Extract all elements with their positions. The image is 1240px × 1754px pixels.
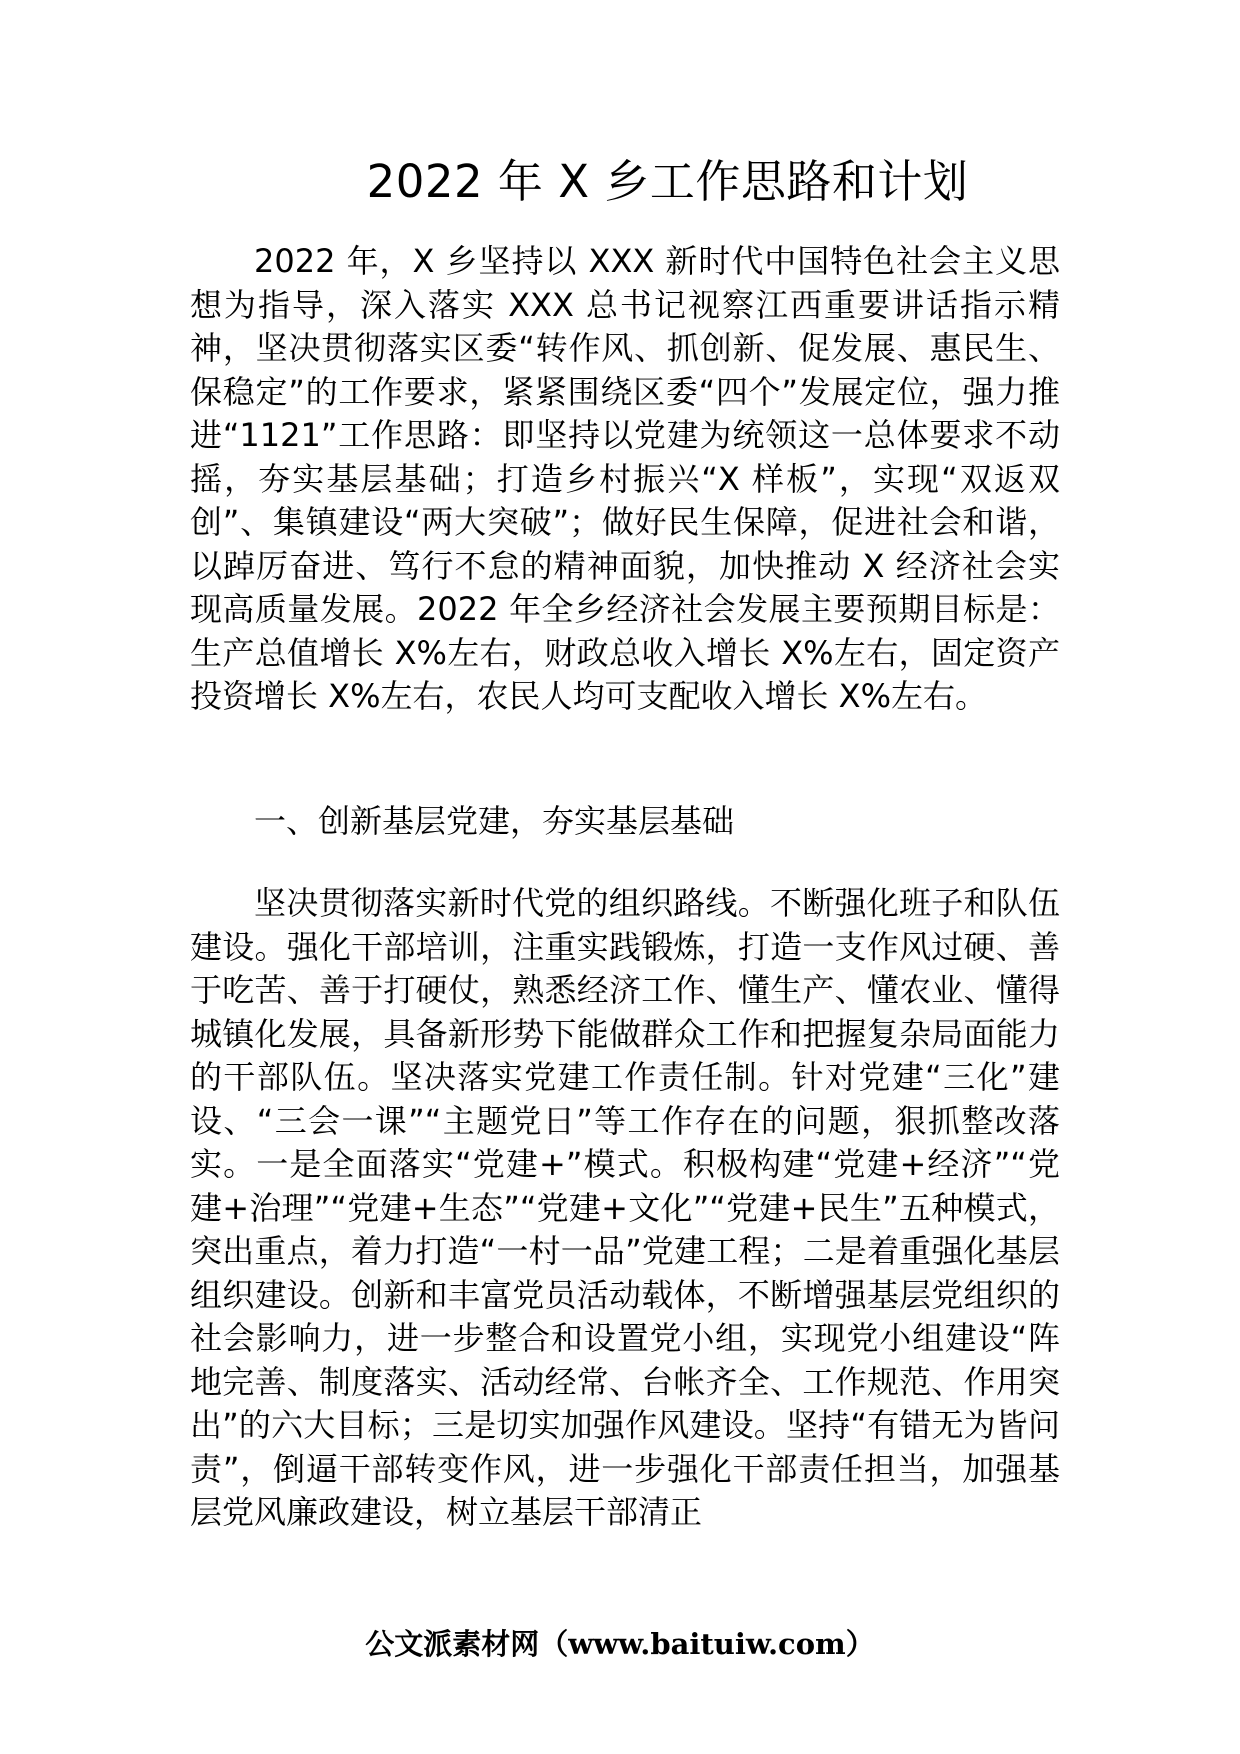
intro-paragraph: 2022 年，X 乡坚持以 XXX 新时代中国特色社会主义思想为指导，深入落实 XXX 总书记视察江西重要讲话指示精神，坚决贯彻落实区委“转作风、抓创新、促发展、惠民生、保稳定”的工作要求，紧紧围绕区委“四个”发展定位，强力推进“1121”工作思路：即坚持以党建为统领这一总体要求不动摇，夯实基层基础；打造乡村振兴“X 样板”，实现“双返双创”、集镇建设“两大突破”；做好民生保障，促进社会和谐，以踔厉奋进、笃行不怠的精神面貌，加快推动 X 经济社会实现高质量发展。2022 年全乡经济社会发展主要预期目标是：生产总值增长 X%左右，财政总收入增长 X%左右，固定资产投资增长 X%左右，农民人均可支配收入增长 X%左右。 (190, 242, 1060, 715)
section-paragraph: 坚决贯彻落实新时代党的组织路线。不断强化班子和队伍建设。强化干部培训，注重实践锻炼，打造一支作风过硬、善于吃苦、善于打硬仗，熟悉经济工作、懂生产、懂农业、懂得城镇化发展，具备新形势下能做群众工作和把握复杂局面能力的干部队伍。坚决落实党建工作责任制。针对党建“三化”建设、“三会一课”“主题党日”等工作存在的问题，狠抓整改落实。一是全面落实“党建+”模式。积极构建“党建+经济”“党建+治理”“党建+生态”“党建+文化”“党建+民生”五种模式，突出重点，着力打造“一村一品”党建工程；二是着重强化基层组织建设。创新和丰富党员活动载体，不断增强基层党组织的社会影响力，进一步整合和设置党小组，实现党小组建设“阵地完善、制度落实、活动经常、台帐齐全、工作规范、作用突出”的六大目标；三是切实加强作风建设。坚持“有错无为皆问责”，倒逼干部转变作风，进一步强化干部责任担当，加强基层党风廉政建设，树立基层干部清正 (190, 884, 1060, 1531)
source-watermark: 公文派素材网（www.baituiw.com） (365, 1627, 875, 1661)
section-heading: 一、创新基层党建，夯实基层基础 (254, 802, 735, 840)
document-title: 2022 年 X 乡工作思路和计划 (366, 155, 969, 208)
